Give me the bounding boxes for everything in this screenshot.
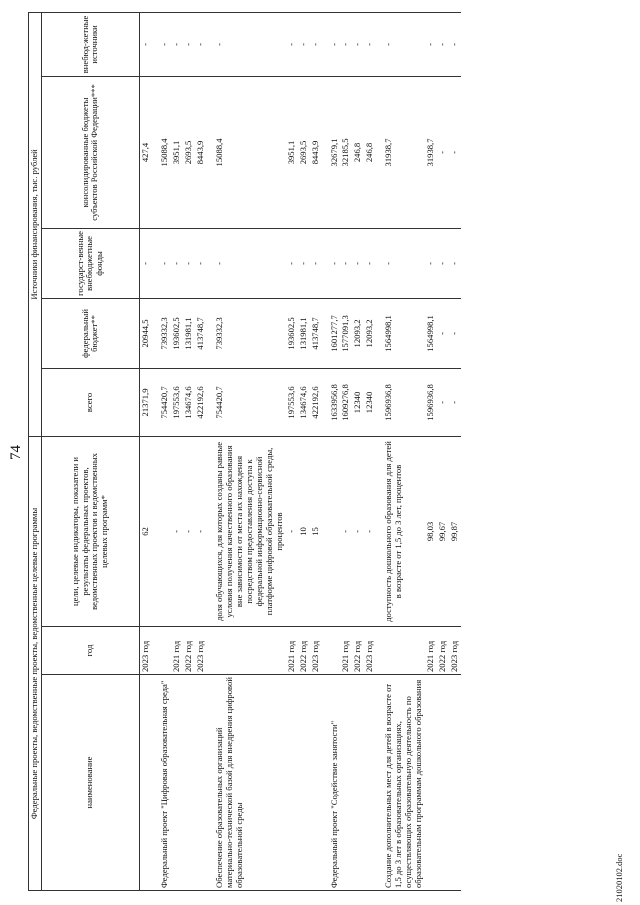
cell-target: - — [195, 436, 207, 626]
cell-federal: 12093,2 — [364, 298, 376, 368]
table-row — [352, 12, 364, 890]
cell-name: Федеральный проект "Цифровая образовательная среда" — [152, 675, 171, 891]
footer-code: 21020102.doc — [614, 853, 624, 902]
table-row — [437, 12, 449, 890]
cell-funds: - — [183, 228, 195, 298]
col-total-header: всего — [41, 368, 139, 436]
cell-funds: - — [364, 228, 376, 298]
cell-extra: - — [340, 12, 352, 76]
cell-total: 1633956,8 — [322, 368, 341, 436]
cell-federal: 1564998,1 — [425, 298, 437, 368]
cell-regional: - — [449, 76, 461, 228]
column-header-row — [41, 12, 139, 890]
cell-year: 2021 год — [286, 627, 298, 675]
table-body — [139, 12, 461, 890]
cell-name — [195, 675, 207, 891]
cell-total: 197553,6 — [171, 368, 183, 436]
cell-extra: - — [286, 12, 298, 76]
cell-total: 134674,6 — [183, 368, 195, 436]
cell-extra: - — [171, 12, 183, 76]
cell-total: 134674,6 — [298, 368, 310, 436]
cell-regional: 31938,7 — [425, 76, 437, 228]
cell-target: - — [286, 436, 298, 626]
cell-federal: 1601277,7 — [322, 298, 341, 368]
cell-year: 2022 год — [352, 627, 364, 675]
cell-target — [152, 436, 171, 626]
cell-federal: 193602,5 — [171, 298, 183, 368]
cell-federal: 12093,2 — [352, 298, 364, 368]
cell-name — [139, 675, 151, 891]
cell-regional: - — [437, 76, 449, 228]
col-funds-header: государст-венные внебюджетные фонды — [41, 228, 139, 298]
cell-name — [286, 675, 298, 891]
cell-federal: 1564998,1 — [376, 298, 425, 368]
cell-name: Обеспечение образовательных организаций материально-технической базой для внедрения цифровой образовательной среды — [207, 675, 286, 891]
cell-federal: - — [437, 298, 449, 368]
cell-target: 98,03 — [425, 436, 437, 626]
cell-year: 2023 год — [195, 627, 207, 675]
cell-target: - — [340, 436, 352, 626]
table-row — [364, 12, 376, 890]
cell-regional: 15088,4 — [207, 76, 286, 228]
cell-extra: - — [207, 12, 286, 76]
col-target-header: цели, целевые индикаторы, показатели и результаты федеральных проектов, ведомственных проектов и ведомственных целевых программ* — [41, 436, 139, 626]
cell-name — [437, 675, 449, 891]
cell-total: 21371,9 — [139, 368, 151, 436]
group-header-row — [29, 12, 42, 890]
cell-extra: - — [310, 12, 322, 76]
cell-regional: 15088,4 — [152, 76, 171, 228]
cell-extra: - — [425, 12, 437, 76]
page-number: 74 — [8, 445, 24, 460]
cell-funds: - — [171, 228, 183, 298]
table-row — [207, 12, 286, 890]
cell-year: 2022 год — [183, 627, 195, 675]
cell-total: - — [449, 368, 461, 436]
cell-regional: 8443,9 — [310, 76, 322, 228]
cell-regional: 2693,5 — [183, 76, 195, 228]
cell-name — [425, 675, 437, 891]
cell-target: 99,67 — [437, 436, 449, 626]
cell-federal: 131981,1 — [298, 298, 310, 368]
funding-header: Источники финансирования, тыс. рублей — [29, 12, 42, 436]
cell-year — [376, 627, 425, 675]
cell-regional: 2693,5 — [298, 76, 310, 228]
cell-federal: - — [449, 298, 461, 368]
cell-target: - — [352, 436, 364, 626]
table-row — [195, 12, 207, 890]
funding-table — [28, 12, 461, 891]
cell-year — [322, 627, 341, 675]
cell-year — [207, 627, 286, 675]
cell-regional: 32679,1 — [322, 76, 341, 228]
cell-funds: - — [152, 228, 171, 298]
cell-target: доля обучающихся, для которых созданы равные условия получения качественного образования вне зависимости от места их нахождения посредством предоставления доступа к федеральной информационно-сервисной платформе цифровой образовательной среды, процентов — [207, 436, 286, 626]
cell-target — [322, 436, 341, 626]
cell-year: 2021 год — [340, 627, 352, 675]
table-row — [322, 12, 341, 890]
cell-extra: - — [195, 12, 207, 76]
cell-funds: - — [425, 228, 437, 298]
cell-target: доступность дошкольного образования для детей в возрасте от 1,5 до 3 лет, процентов — [376, 436, 425, 626]
col-federal-header: федеральный бюджет** — [41, 298, 139, 368]
cell-total: 422192,6 — [310, 368, 322, 436]
cell-name — [298, 675, 310, 891]
table-row — [171, 12, 183, 890]
cell-federal: 20944,5 — [139, 298, 151, 368]
cell-funds: - — [340, 228, 352, 298]
cell-funds: - — [322, 228, 341, 298]
col-name-header: наименование — [41, 675, 139, 891]
table-row — [286, 12, 298, 890]
cell-target: 62 — [139, 436, 151, 626]
cell-funds: - — [449, 228, 461, 298]
table-row — [183, 12, 195, 890]
cell-funds: - — [376, 228, 425, 298]
cell-funds: - — [437, 228, 449, 298]
cell-total: 754420,7 — [207, 368, 286, 436]
cell-extra: - — [364, 12, 376, 76]
cell-federal: 193602,5 — [286, 298, 298, 368]
cell-federal: 739332,3 — [152, 298, 171, 368]
cell-target: 15 — [310, 436, 322, 626]
cell-name — [340, 675, 352, 891]
cell-extra: - — [322, 12, 341, 76]
cell-name — [171, 675, 183, 891]
cell-funds: - — [139, 228, 151, 298]
table-row — [340, 12, 352, 890]
table-row — [298, 12, 310, 890]
cell-name — [183, 675, 195, 891]
table-row — [376, 12, 425, 890]
cell-year: 2023 год — [310, 627, 322, 675]
cell-name — [352, 675, 364, 891]
cell-total: 1596936,8 — [376, 368, 425, 436]
cell-total: 12340 — [352, 368, 364, 436]
col-year-header: год — [41, 627, 139, 675]
cell-name — [310, 675, 322, 891]
cell-year: 2023 год — [364, 627, 376, 675]
cell-funds: - — [310, 228, 322, 298]
table-row — [152, 12, 171, 890]
cell-name — [449, 675, 461, 891]
cell-target: - — [171, 436, 183, 626]
cell-year: 2021 год — [171, 627, 183, 675]
cell-federal: 131981,1 — [183, 298, 195, 368]
cell-total: 422192,6 — [195, 368, 207, 436]
cell-funds: - — [286, 228, 298, 298]
table-row — [425, 12, 437, 890]
cell-federal: 739332,3 — [207, 298, 286, 368]
cell-total: 1596936,8 — [425, 368, 437, 436]
cell-federal: 1577091,3 — [340, 298, 352, 368]
cell-total: 1609276,8 — [340, 368, 352, 436]
cell-regional: 246,8 — [364, 76, 376, 228]
cell-federal: 413748,7 — [310, 298, 322, 368]
cell-total: - — [437, 368, 449, 436]
cell-year: 2021 год — [425, 627, 437, 675]
col-extra-header: внебюд-жетные источники — [41, 12, 139, 76]
table-row — [310, 12, 322, 890]
cell-funds: - — [195, 228, 207, 298]
cell-total: 754420,7 — [152, 368, 171, 436]
table-row — [139, 12, 151, 890]
cell-extra: - — [183, 12, 195, 76]
cell-target: - — [183, 436, 195, 626]
cell-federal: 413748,7 — [195, 298, 207, 368]
cell-extra: - — [437, 12, 449, 76]
cell-target: - — [364, 436, 376, 626]
cell-funds: - — [298, 228, 310, 298]
cell-extra: - — [352, 12, 364, 76]
cell-extra: - — [449, 12, 461, 76]
cell-regional: 31938,7 — [376, 76, 425, 228]
cell-extra: - — [152, 12, 171, 76]
cell-regional: 3951,1 — [286, 76, 298, 228]
cell-year: 2023 год — [449, 627, 461, 675]
cell-name: Федеральный проект "Содействие занятости" — [322, 675, 341, 891]
cell-extra: - — [139, 12, 151, 76]
cell-regional: 427,4 — [139, 76, 151, 228]
cell-total: 197553,6 — [286, 368, 298, 436]
cell-funds: - — [352, 228, 364, 298]
cell-regional: 8443,9 — [195, 76, 207, 228]
cell-total: 12340 — [364, 368, 376, 436]
cell-extra: - — [376, 12, 425, 76]
col-regional-header: консолидированные бюджеты субъектов Российской Федерации*** — [41, 76, 139, 228]
cell-funds: - — [207, 228, 286, 298]
cell-regional: 32185,5 — [340, 76, 352, 228]
cell-regional: 246,8 — [352, 76, 364, 228]
cell-target: 10 — [298, 436, 310, 626]
cell-year — [152, 627, 171, 675]
cell-year: 2023 год — [139, 627, 151, 675]
group-header: Федеральные проекты, ведомственные проекты, ведомственные целевые программы — [29, 436, 42, 890]
table-row — [449, 12, 461, 890]
cell-regional: 3951,1 — [171, 76, 183, 228]
cell-name — [364, 675, 376, 891]
cell-year: 2022 год — [298, 627, 310, 675]
cell-year: 2022 год — [437, 627, 449, 675]
cell-target: 99,87 — [449, 436, 461, 626]
cell-extra: - — [298, 12, 310, 76]
cell-name: Создание дополнительных мест для детей в возрасте от 1,5 до 3 лет в образовательных организациях, осуществляющих образовательную деятельность по образовательным программам дошкольного образования — [376, 675, 425, 891]
